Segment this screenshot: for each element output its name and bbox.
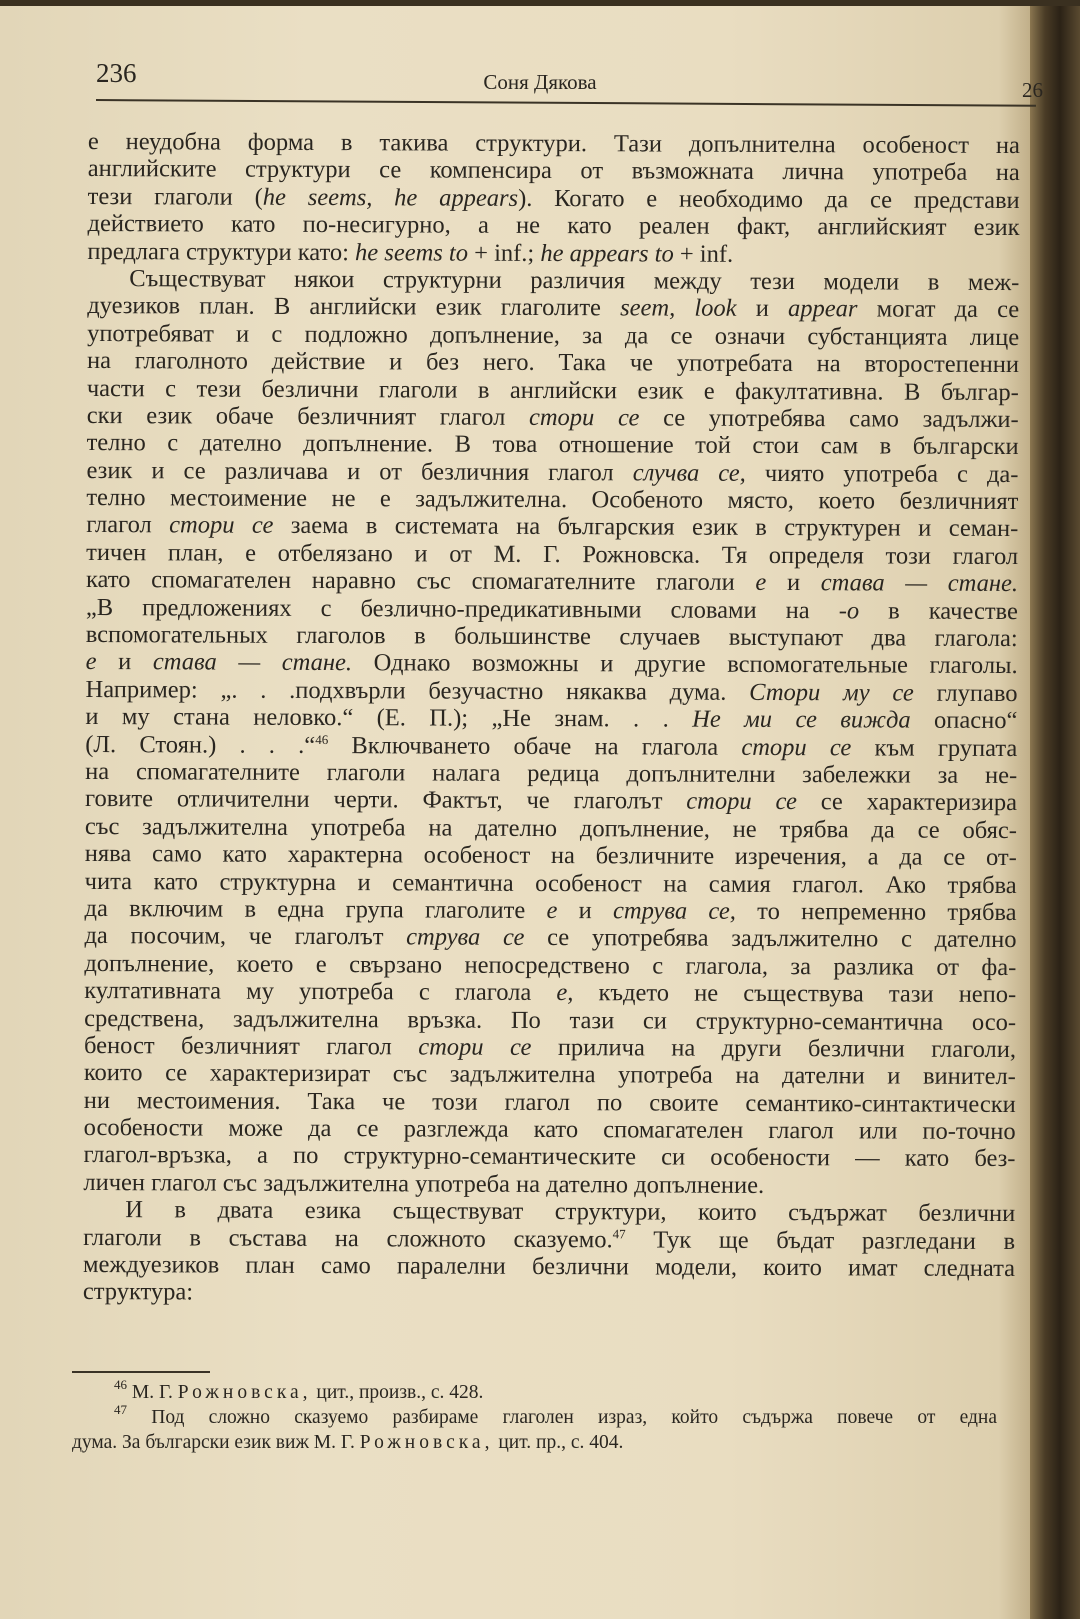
text-run: + inf.; [467,239,541,267]
book-binding-edge [1030,0,1080,1619]
text-run: глупаво [913,679,1018,707]
text-run: Рожновска, [177,1382,312,1403]
text-run: средствена, задължителна връзка. По тази си структурно-семантична осо- [84,1004,1017,1036]
text-run: е неудобна форма в такива структури. Тази допълнителна особеност на [87,128,1020,160]
italic-text: стори се [686,787,797,816]
italic-text: appear [788,295,858,323]
text-run: Однако возможны и другие вспомогательные глаголы. [351,649,1018,680]
text-run: телно с дателно допълнение. В това отношение той стои сам в български [86,429,1019,461]
text-run: „В предложениях с безлично-предикативными словами на [85,593,839,624]
text-line [84,1087,1016,1118]
text-run: структура: [82,1278,194,1306]
text-run: в качестве [859,597,1018,625]
text-line [86,621,1018,652]
text-line [84,1059,1016,1090]
text-line [83,1169,1015,1200]
text-line [83,1141,1015,1172]
text-run: цит., произв., с. 428. [311,1382,484,1403]
text-run: прилича на други безлични глаголи, [531,1033,1017,1063]
text-line [86,594,1018,625]
text-run: ни местоимения. Така че този глагол по своите семантико-синтактически [83,1086,1016,1118]
text-run: Съществуват някои структурни различия между тези модели в меж- [129,265,1020,297]
text-run: телно местоимение не е задължителна. Особеното място, което безличният [86,484,1019,516]
text-run: Например: „. . .подхвърли безучастно някаква дума. [85,675,750,706]
footnote-line [72,1402,997,1430]
text-line [84,1004,1016,1035]
text-run: на глаголното действие и без него. Така че употребата на второстепенни [86,347,1020,379]
text-run: и [96,648,153,676]
text-run: глагол-връзка, а по структурно-семантическите си особености — като без- [83,1141,1016,1173]
text-line [85,676,1017,707]
text-run: култативната му употреба с глагола [84,977,557,1007]
text-line [85,703,1017,734]
italic-text: става — стане. [152,648,353,677]
text-run: тичен план, е отбелязано и от М. Г. Рожновска. Тя определя този глагол [86,538,1019,570]
text-run: се употребява само задължи- [639,404,1019,433]
footnotes [72,1377,997,1455]
text-run: Включването обаче на глагола [328,731,742,761]
text-run: се характеризира [796,788,1018,817]
text-run: И в двата езика съществуват структури, които съдържат безлични [125,1196,1016,1228]
text-run: заема в системата на българския език в структурен и семан- [273,512,1019,543]
text-run: то непременно трябва [735,897,1017,926]
italic-text: е [546,896,558,924]
text-line [85,895,1017,926]
italic-text: стори се [169,511,274,540]
italic-text: стори се [418,1033,532,1061]
text-line [87,265,1019,296]
text-run: вспомогательных глаголов в большинстве случаев выступают два глагола: [85,621,1018,653]
italic-text: стори се [528,403,640,432]
text-run: междуезиков план само паралелни безлични модели, които имат следната [82,1251,1016,1283]
text-line [85,731,1017,762]
footnote-line [72,1430,997,1455]
text-line [83,1278,1015,1309]
text-line [83,1251,1015,1282]
footnote-ref: 47 [114,1402,127,1417]
italic-text: е, [556,979,574,1007]
text-line [86,566,1018,597]
text-run: чита като структурна и семантична особеност на самия глагол. Ако трябва [84,867,1017,899]
text-line [88,210,1020,241]
text-run: (Л. Стоян.) . . .“ [85,730,316,759]
italic-text: he appears to [540,239,674,268]
italic-text: -о [838,596,860,625]
text-line [84,977,1016,1008]
footnote-ref: 46 [114,1377,127,1392]
text-run: тези глаголи ( [87,182,263,211]
text-line [85,840,1017,871]
text-line [86,511,1018,542]
footnote-line [72,1377,997,1405]
facing-page-number: 26 [1022,78,1043,102]
text-run: глаголи в състава на сложното сказуемо. [83,1223,613,1253]
text-line [86,539,1018,570]
text-run: Рожновска, [359,1432,494,1453]
italic-text: стори се [741,733,852,761]
text-line [87,429,1019,460]
text-run: и [736,295,789,323]
footnote-ref: 46 [315,731,329,747]
footnote-separator [72,1371,210,1373]
text-line [87,347,1019,378]
text-run: части с тези безлични глаголи в английски език е факултативна. В българ- [86,374,1019,406]
text-run: като спомагателен наравно със спомагателните глаголи [85,566,756,597]
body-text [83,128,1020,1310]
text-line [87,375,1019,406]
text-run: допълнение, което е свързано непосредствено с глагола, за разлика от фа- [84,949,1017,981]
italic-text: Не ми се вижда [692,705,911,734]
text-run: към групата [851,733,1018,762]
text-run: които се характеризират със задължителна употреба на дателни и винител- [83,1059,1016,1091]
text-run: глагол [86,511,170,539]
text-line [88,128,1020,159]
text-run: Под сложно сказуемо разбираме глаголен израз, който съдържа повече от една [127,1407,997,1428]
text-line [88,155,1020,186]
text-line [86,648,1018,679]
text-run: и [557,896,614,925]
text-run: да включим в една група глаголите [84,894,547,924]
text-run: ). Когато е необходимо да се представи [518,184,1020,214]
text-line [85,813,1017,844]
text-run: където не съществува тази непо- [573,979,1017,1009]
italic-text: he seems, he appears [262,183,519,212]
text-run: чиято употреба с да- [745,459,1019,488]
text-run: опасно“ [910,706,1018,735]
text-run: М. Г. [127,1382,178,1403]
text-run: могат да се [857,295,1020,324]
text-run: се употребява задължително с дателно [524,924,1017,954]
text-run: действието като по-несигурно, а не като реален факт, английският език [87,210,1020,242]
italic-text: става — стане. [820,569,1019,598]
italic-text: е [755,569,767,597]
text-run: нява само като характерна особеност на безличните изречения, а да се от- [84,840,1017,872]
text-line [84,1032,1016,1063]
text-line [85,868,1017,899]
text-run: със задължителна употреба на дателно допълнение, не трябва да се обяс- [84,812,1018,844]
text-run: английските структури се компенсира от възможната лична употреба на [87,155,1020,187]
text-run: ски език обаче безличният глагол [86,401,530,431]
text-run: цит. пр., с. 404. [493,1432,624,1453]
text-run: говите отличителни черти. Фактът, че глаголът [85,785,687,815]
text-line [84,922,1016,953]
text-run: особености може да се разглежда като спомагателен глагол или по-точно [83,1114,1016,1146]
text-line [85,785,1017,816]
running-header-author: Соня Дякова [483,70,597,94]
italic-text: е [85,648,97,676]
text-run: и му стана неловко.“ (Е. П.); „Не знам. . . [85,703,693,733]
text-line [86,484,1018,515]
text-run: личен глагол със задължителна употреба на дателно допълнение. [83,1168,765,1199]
text-run: дума. За български език виж М. Г. [72,1432,360,1453]
text-run: на спомагателните глаголи налага редица допълнителни забележки за не- [85,757,1018,790]
text-line [86,457,1018,488]
text-run: беност безличният глагол [83,1031,419,1061]
text-line [84,950,1016,981]
page-number: 236 [96,58,137,88]
italic-text: струва се [406,923,525,952]
text-run: да посочим, че глаголът [84,922,407,951]
text-run: Тук ще бъдат разгледани в [625,1225,1016,1255]
scan-top-edge [0,0,1080,6]
footnote-ref: 47 [612,1225,626,1241]
text-run: дуезиков план. В английски език глаголите [87,292,621,322]
text-line [87,238,1019,269]
italic-text: случва се, [632,459,746,487]
text-run: и [766,569,821,597]
text-run: употребяват и с подложно допълнение, за да се означи субстанцията лице [87,319,1020,351]
text-line [83,1196,1015,1227]
text-line [84,1114,1016,1145]
italic-text: Стори му се [749,678,914,707]
text-line [85,758,1017,789]
text-run: предлага структури като: [87,237,356,266]
text-line [88,183,1020,214]
text-run: + inf. [673,240,734,268]
italic-text: seem, look [620,294,737,323]
italic-text: he seems to [355,238,469,267]
text-line [87,292,1019,323]
text-line [87,402,1019,433]
italic-text: струва се, [612,897,737,925]
text-run: език и се различава и от безличния глагол [86,456,633,487]
text-line [83,1224,1015,1255]
text-line [87,320,1019,351]
